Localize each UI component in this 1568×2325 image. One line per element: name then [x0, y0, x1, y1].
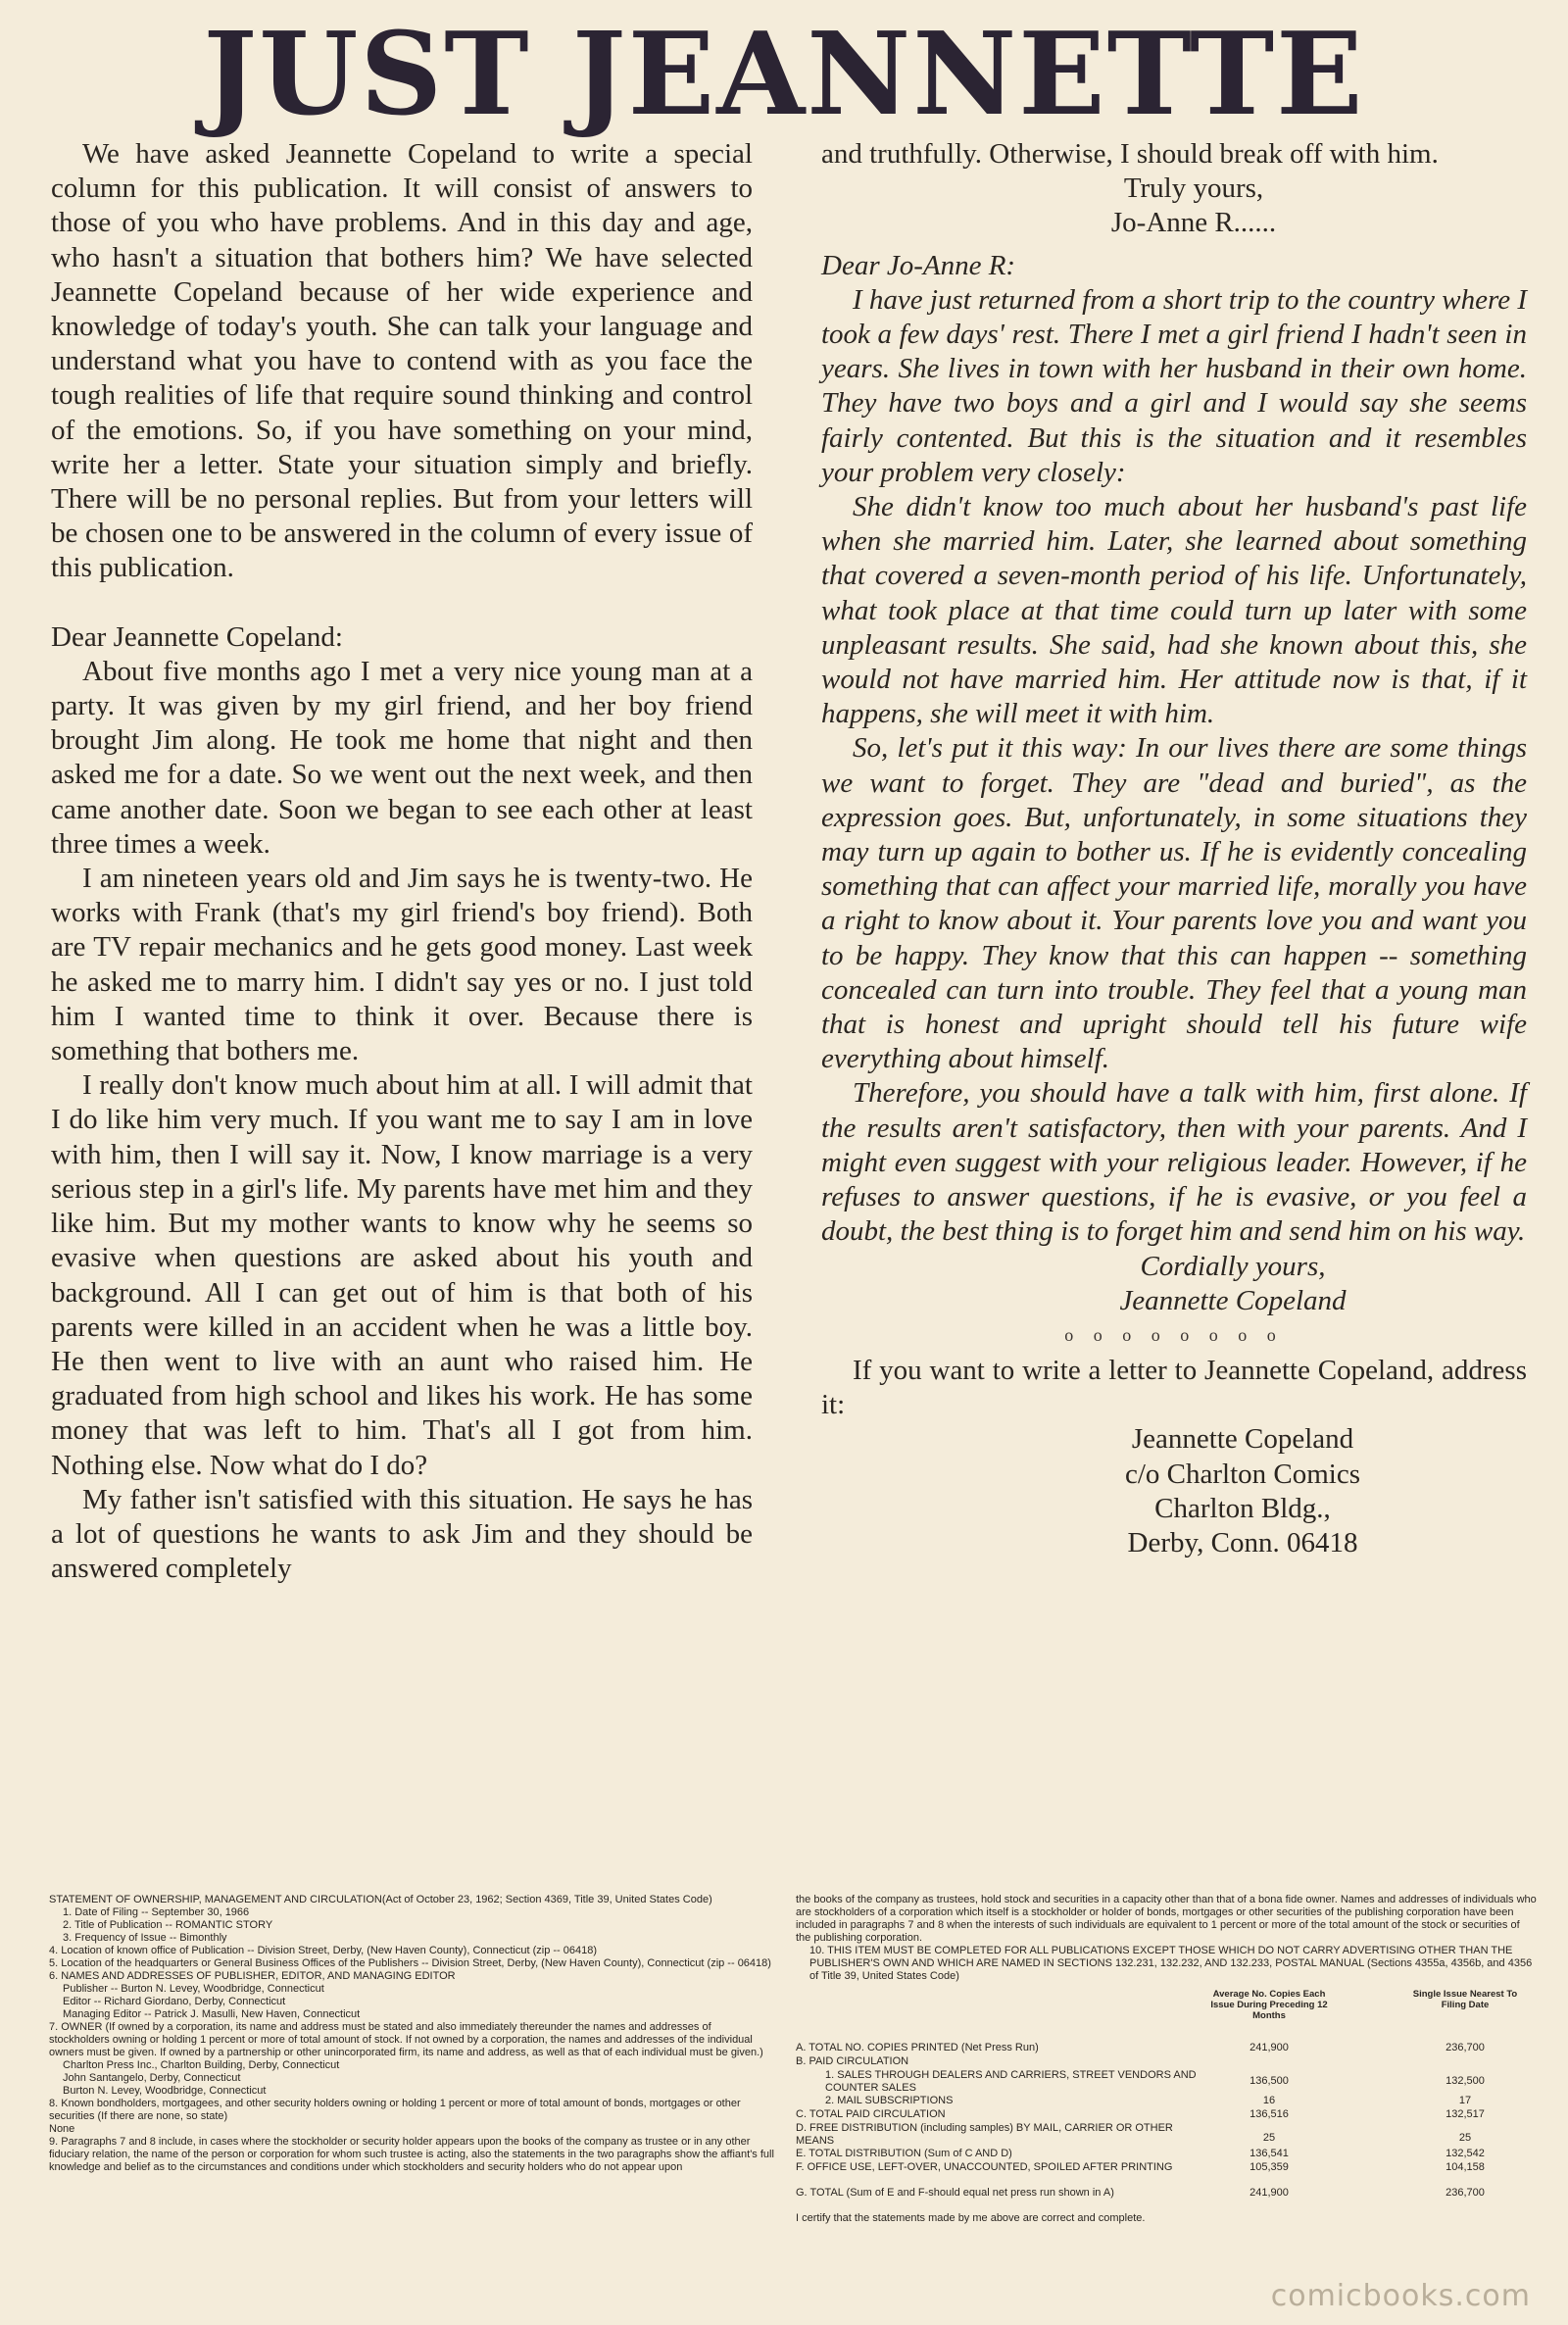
reply-paragraph: Therefore, you should have a talk with him, first alone. If the results aren't satisfactory, then with your parents. And I might even suggest with your religious leader. However, if he refuses to answer questions, if he is evasive, or you feel a doubt, the best thing is to forget him and send him on his way.: [821, 1077, 1527, 1248]
circulation-row: 1. SALES THROUGH DEALERS AND CARRIERS, STREET VENDORS AND COUNTER SALES 136,500 132,500: [825, 2069, 1485, 2094]
statement-line: 6. NAMES AND ADDRESSES OF PUBLISHER, EDITOR, AND MANAGING EDITOR: [49, 1970, 456, 1982]
statement-line: Editor -- Richard Giordano, Derby, Connecticut: [63, 1996, 286, 2007]
circulation-row: C. TOTAL PAID CIRCULATION 136,516 132,517: [796, 2108, 1485, 2120]
statement-line: Publisher -- Burton N. Levey, Woodbridge, Connecticut: [63, 1983, 324, 1995]
reply-closing: Cordially yours,: [1140, 1250, 1326, 1282]
ownership-statement-right: [796, 1894, 1537, 2225]
column-header-single: Single Issue Nearest To Filing Date: [1412, 1989, 1518, 2010]
statement-line: John Santangelo, Derby, Connecticut: [63, 2072, 241, 2084]
certification-note: I certify that the statements made by me above are correct and complete.: [796, 2212, 1146, 2224]
reply-paragraph: So, let's put it this way: In our lives there are some things we want to forget. They are "dead and buried", as the expression goes. But, unfortunately, in some situations they may turn up again to bother us. If he is evidently concealing something that can affect your married life, morally you have a right to know about it. Your parents love you and want you to be happy. They know that this can happen -- something concealed can turn into trouble. They feel that a young man that is honest and upright should tell his future wife everything about himself.: [821, 732, 1527, 1075]
statement-line: 2. Title of Publication -- ROMANTIC STORY: [63, 1919, 273, 1931]
statement-line: 1. Date of Filing -- September 30, 1966: [63, 1906, 250, 1918]
section-divider: o o o o o o o o: [1064, 1324, 1284, 1345]
statement-line: 8. Known bondholders, mortgagees, and other security holders owning or holding 1 percent or more of total amount of bonds, mortgages or other securities (If there are none, so state): [49, 2098, 741, 2122]
address-line: Jeannette Copeland: [1131, 1423, 1354, 1456]
letter-paragraph: I am nineteen years old and Jim says he is twenty-two. He works with Frank (that's my girl friend's boy friend). Both are TV repair mechanics and he gets good money. Last week he asked me to marry him. I didn't say yes or no. I just told him I wanted time to think it over. Because there is something that bothers me.: [51, 863, 753, 1067]
address-line: c/o Charlton Comics: [1124, 1458, 1361, 1490]
circulation-row: 2. MAIL SUBSCRIPTIONS 16 17: [825, 2095, 1472, 2106]
page-title: JUST JEANNETTE: [203, 8, 1365, 141]
circulation-header: [796, 1989, 1537, 2042]
statement-line: 3. Frequency of Issue -- Bimonthly: [63, 1932, 227, 1944]
statement-line: 4. Location of known office of Publication -- Division Street, Derby, (New Haven County), Connecticut (zip -- 06418): [49, 1945, 598, 1956]
statement-heading: STATEMENT OF OWNERSHIP, MANAGEMENT AND CIRCULATION(Act of October 23, 1962; Section 4369, Title 39, United States Code): [49, 1894, 712, 1905]
circulation-row: D. FREE DISTRIBUTION (including samples) BY MAIL, CARRIER OR OTHER MEANS 25 25: [796, 2122, 1472, 2147]
statement-line: 10. THIS ITEM MUST BE COMPLETED FOR ALL PUBLICATIONS EXCEPT THOSE WHICH DO NOT CARRY ADVERTISING OTHER THAN THE PUBLISHER'S OWN AND WHICH ARE NAMED IN SECTIONS 132.231, 132.232, AND 132.233, POSTAL MANUAL (Sections 4355a, 4356b, and 4356 of Title 39, United States Code): [809, 1945, 1533, 1982]
statement-line: Burton N. Levey, Woodbridge, Connecticut: [63, 2085, 267, 2097]
letter-salutation: Dear Jeannette Copeland:: [51, 620, 343, 653]
circulation-row: F. OFFICE USE, LEFT-OVER, UNACCOUNTED, SPOILED AFTER PRINTING 105,359 104,158: [796, 2161, 1485, 2173]
circulation-row: A. TOTAL NO. COPIES PRINTED (Net Press Run) 241,900 236,700: [796, 2042, 1485, 2053]
right-column: [821, 137, 1527, 1560]
reply-paragraph: I have just returned from a short trip to the country where I took a few days' rest. There I met a girl friend I hadn't seen in years. She lives in town with her husband in their own home. They have two boys and a girl and I would say she seems fairly contented. But this is the situation and it resembles your problem very closely:: [821, 283, 1527, 488]
reply-salutation: Dear Jo-Anne R:: [821, 249, 1016, 281]
intro-paragraph: We have asked Jeannette Copeland to write a special column for this publication. It will consist of answers to those of you who have problems. And in this day and age, who hasn't a situation that bothers him? We have selected Jeannette Copeland because of her wide experience and knowledge of today's youth. She can talk your language and understand what you have to contend with as you face the tough realities of life that require sound thinking and control of the emotions. So, if you have something on your mind, write her a letter. State your situation simply and briefly. There will be no personal replies. But from your letters will be chosen one to be answered in the column of every issue of this publication.: [51, 138, 753, 584]
statement-line: Charlton Press Inc., Charlton Building, Derby, Connecticut: [63, 2059, 340, 2071]
statement-line: 9. Paragraphs 7 and 8 include, in cases where the stockholder or security holder appears upon the books of the company as trustee or in any other fiduciary relation, the name of the person or corporation for whom such trustee is acting, also the statements in the two paragraphs show the affiant's full knowledge and belief as to the circumstances and conditions under which stockholders and security holders who do not appear upon: [49, 2136, 774, 2173]
ownership-statement-left: [49, 1894, 774, 2174]
circulation-row: B. PAID CIRCULATION: [796, 2055, 909, 2067]
letter-paragraph: I really don't know much about him at all. I will admit that I do like him very much. If you want me to say I am in love with him, then I will say it. Now, I know marriage is a very serious step in a girl's life. My parents have met him and they like him. But my mother wants to know why he seems so evasive when questions are asked about his youth and background. All I can get out of him is that both of his parents were killed in an accident when he was a little boy. He then went to live with an aunt who raised him. He graduated from high school and likes his work. He has some money that was left to him. That's all I got from him. Nothing else. Now what do I do?: [51, 1069, 753, 1481]
statement-line: None: [49, 2123, 75, 2135]
statement-line: the books of the company as trustees, hold stock and securities in a capacity other than that of a bona fide owner. Names and addresses of individuals who are stockholders of a corporation which itself is a stockholder or holder of bonds, mortgages or other securities of the publishing corporation have been included in paragraphs 7 and 8 when the interests of such individuals are equivalent to 1 percent or more of the total amount of the stock or securities of the publishing corporation.: [796, 1894, 1537, 1944]
reply-signature: Jeannette Copeland: [1119, 1284, 1347, 1316]
write-in-note: If you want to write a letter to Jeannette Copeland, address it:: [821, 1354, 1527, 1421]
statement-line: Managing Editor -- Patrick J. Masulli, New Haven, Connecticut: [63, 2008, 361, 2020]
circulation-row: E. TOTAL DISTRIBUTION (Sum of C AND D) 136,541 132,542: [796, 2148, 1485, 2159]
statement-line: 7. OWNER (If owned by a corporation, its name and address must be stated and also immediately thereunder the names and addresses of stockholders owning or holding 1 percent or more of total amount of stock. If not owned by a corporation, the names and addresses of the individual owners must be given. If owned by a partnership or other unincorporated firm, its name and address, as well as that of each individual must be given.): [49, 2021, 763, 2058]
letter-paragraph: My father isn't satisfied with this situation. He says he has a lot of questions he wants to ask Jim and they should be answered completely: [51, 1483, 753, 1585]
letter-closing: Truly yours,: [1123, 173, 1264, 205]
column-header-average: Average No. Copies Each Issue During Preceding 12 Months: [1210, 1989, 1328, 2021]
letter-signature: Jo-Anne R......: [1110, 207, 1277, 239]
watermark-logo: comicbooks.com: [1270, 2279, 1531, 2313]
statement-line: 5. Location of the headquarters or General Business Offices of the Publishers -- Division Street, Derby, (New Haven County), Connecticut (zip -- 06418): [49, 1957, 771, 1969]
left-column: [51, 137, 753, 1586]
letter-paragraph-continued: and truthfully. Otherwise, I should break off with him.: [821, 138, 1439, 170]
circulation-row: G. TOTAL (Sum of E and F-should equal net press run shown in A) 241,900 236,700: [796, 2187, 1485, 2199]
address-line: Charlton Bldg.,: [1154, 1492, 1331, 1524]
address-line: Derby, Conn. 06418: [1127, 1526, 1358, 1558]
reply-paragraph: She didn't know too much about her husband's past life when she married him. Later, she learned about something that covered a seven-month period of his life. Unfortunately, what took place at that time could turn up later with some unpleasant results. She said, had she known about this, she would not have married him. Her attitude now is that, if it happens, she will meet it with him.: [821, 491, 1527, 730]
letter-paragraph: About five months ago I met a very nice young man at a party. It was given by my girl friend, and her boy friend brought Jim along. He took me home that night and then asked me for a date. So we went out the next week, and then came another date. Soon we began to see each other at least three times a week.: [51, 655, 753, 860]
